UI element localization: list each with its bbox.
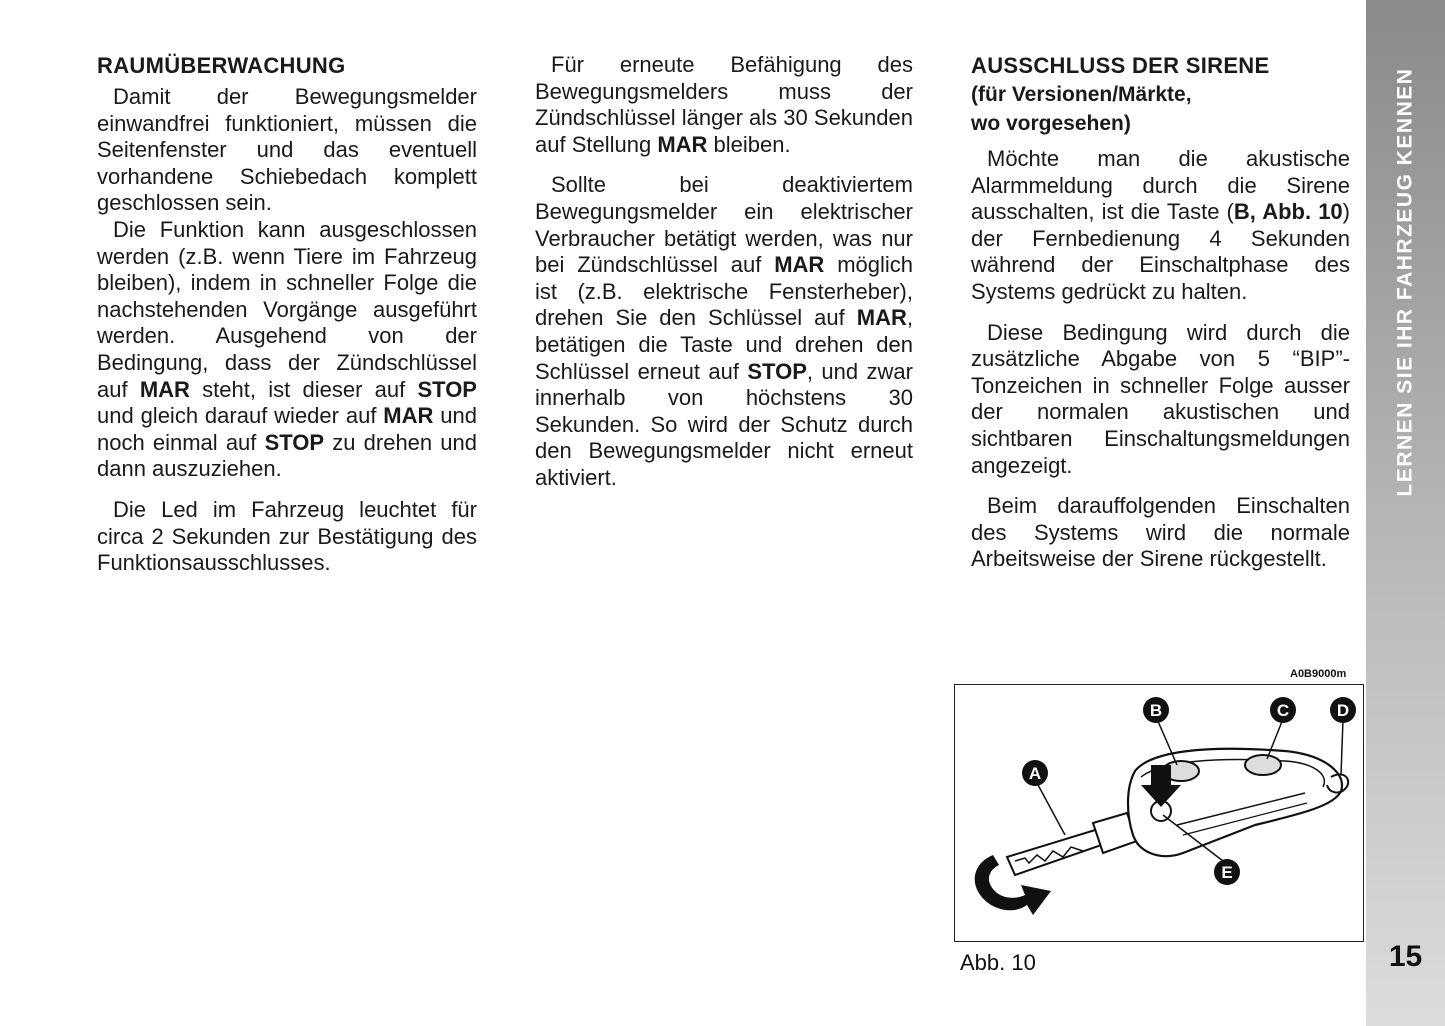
paragraph-text: Möchte man die akustische Alarmmeldung durch die Sirene ausschalten, ist die Taste ( <box>971 146 1350 225</box>
label-e <box>1214 859 1240 885</box>
paragraph <box>971 320 1350 480</box>
paragraph-text: Diese Bedingung wird durch die zusätzliche Abgabe von 5 “BIP”-Tonzeichen in schneller Folge ausser der normalen akustischen und sichtbaren Einschaltungsmeldungen angezeigt. <box>971 319 1350 478</box>
figure-code: A0B9000m <box>1290 668 1347 680</box>
section-title-raumueberwachung: RAUMÜBERWACHUNG <box>97 53 346 78</box>
chapter-sidebar-label <box>1366 52 1445 512</box>
figure-key-remote <box>954 684 1364 942</box>
paragraph-text: und noch einmal auf <box>97 403 477 455</box>
paragraph-text: möglich ist (z.B. elektrische Fensterheber), drehen Sie den Schlüssel auf <box>535 252 913 331</box>
paragraph-text: steht, ist dieser auf <box>189 376 418 402</box>
paragraph <box>535 52 913 158</box>
paragraph <box>97 497 477 577</box>
paragraph <box>971 146 1350 306</box>
page-number: 15 <box>1388 940 1423 973</box>
paragraph-text: , und zwar innerhalb von höchstens 30 Sekunden. So wird der Schutz durch den Bewegungsmelder nicht erneut aktiviert. <box>535 358 913 490</box>
emphasis-stop: STOP <box>747 358 807 384</box>
paragraph-text: Sollte bei deaktiviertem Bewegungsmelder ein elektrischer Verbraucher betätigt werden, was nur bei Zündschlüssel auf <box>535 172 913 278</box>
section-title-ausschluss-sirene: AUSSCHLUSS DER SIRENE <box>971 53 1270 78</box>
emphasis-mar: MAR <box>139 376 190 402</box>
label-d <box>1330 697 1356 723</box>
paragraph <box>97 84 477 217</box>
section-subtitle: (für Versionen/Märkte, <box>971 83 1192 106</box>
key-blade-drawing <box>1007 813 1137 875</box>
paragraph-text: Damit der Bewegungsmelder einwandfrei funktioniert, müssen die Seitenfenster und das eventuell vorhandene Schiebedach komplett geschlossen sein. <box>97 84 477 216</box>
remote-body-drawing <box>1128 749 1348 856</box>
emphasis-mar: MAR <box>657 131 708 157</box>
paragraph-text: ) der Fernbedienung 4 Sekunden während der Einschaltphase des Systems gedrückt zu halten. <box>971 199 1350 304</box>
paragraph-text: Die Funktion kann ausgeschlossen werden (z.B. wenn Tiere im Fahrzeug bleiben), indem in schneller Folge die nachstehenden Vorgänge ausgeführt werden. Ausgehend von der Bedingung, dass der Zündschlüssel auf <box>97 216 477 402</box>
label-b <box>1143 697 1169 723</box>
column-3 <box>971 52 1350 587</box>
label-b-text: B <box>1149 701 1163 720</box>
figure-caption: Abb. 10 <box>960 950 1036 975</box>
paragraph-text: Beim darauffolgenden Einschalten des Systems wird die normale Arbeitsweise der Sirene rückgestellt. <box>971 493 1350 572</box>
figure-reference: B, Abb. 10 <box>1233 199 1343 225</box>
paragraph-text: Die Led im Fahrzeug leuchtet für circa 2 Sekunden zur Bestätigung des Funktionsausschlusses. <box>97 496 477 576</box>
paragraph-text: und gleich darauf wieder auf <box>97 403 384 429</box>
label-d-text: D <box>1336 701 1350 720</box>
label-a-text: A <box>1028 764 1042 783</box>
paragraph <box>535 172 913 491</box>
emphasis-mar: MAR <box>383 403 434 429</box>
emphasis-stop: STOP <box>264 429 325 455</box>
label-c <box>1270 697 1296 723</box>
paragraph-text: bleiben. <box>707 131 791 157</box>
key-remote-illustration <box>955 685 1363 941</box>
label-e-text: E <box>1221 863 1233 882</box>
paragraph-text: , betätigen die Taste und drehen den Schlüssel erneut auf <box>535 305 913 384</box>
column-2 <box>535 52 913 506</box>
paragraph-text: zu drehen und dann auszuziehen. <box>97 429 478 482</box>
emphasis-stop: STOP <box>417 376 477 402</box>
label-a <box>1022 760 1048 786</box>
paragraph <box>97 217 477 483</box>
paragraph-text: Für erneute Befähigung des Bewegungsmelders muss der Zündschlüssel länger als 30 Sekunden auf Stellung <box>535 52 913 157</box>
emphasis-mar: MAR <box>856 305 907 331</box>
paragraph <box>971 493 1350 573</box>
label-c-text: C <box>1276 701 1290 720</box>
emphasis-mar: MAR <box>774 252 825 278</box>
column-1 <box>97 52 477 591</box>
chapter-title: LERNEN SIE IHR FAHRZEUG KENNEN <box>1393 67 1417 497</box>
section-subtitle: wo vorgesehen) <box>971 112 1131 135</box>
